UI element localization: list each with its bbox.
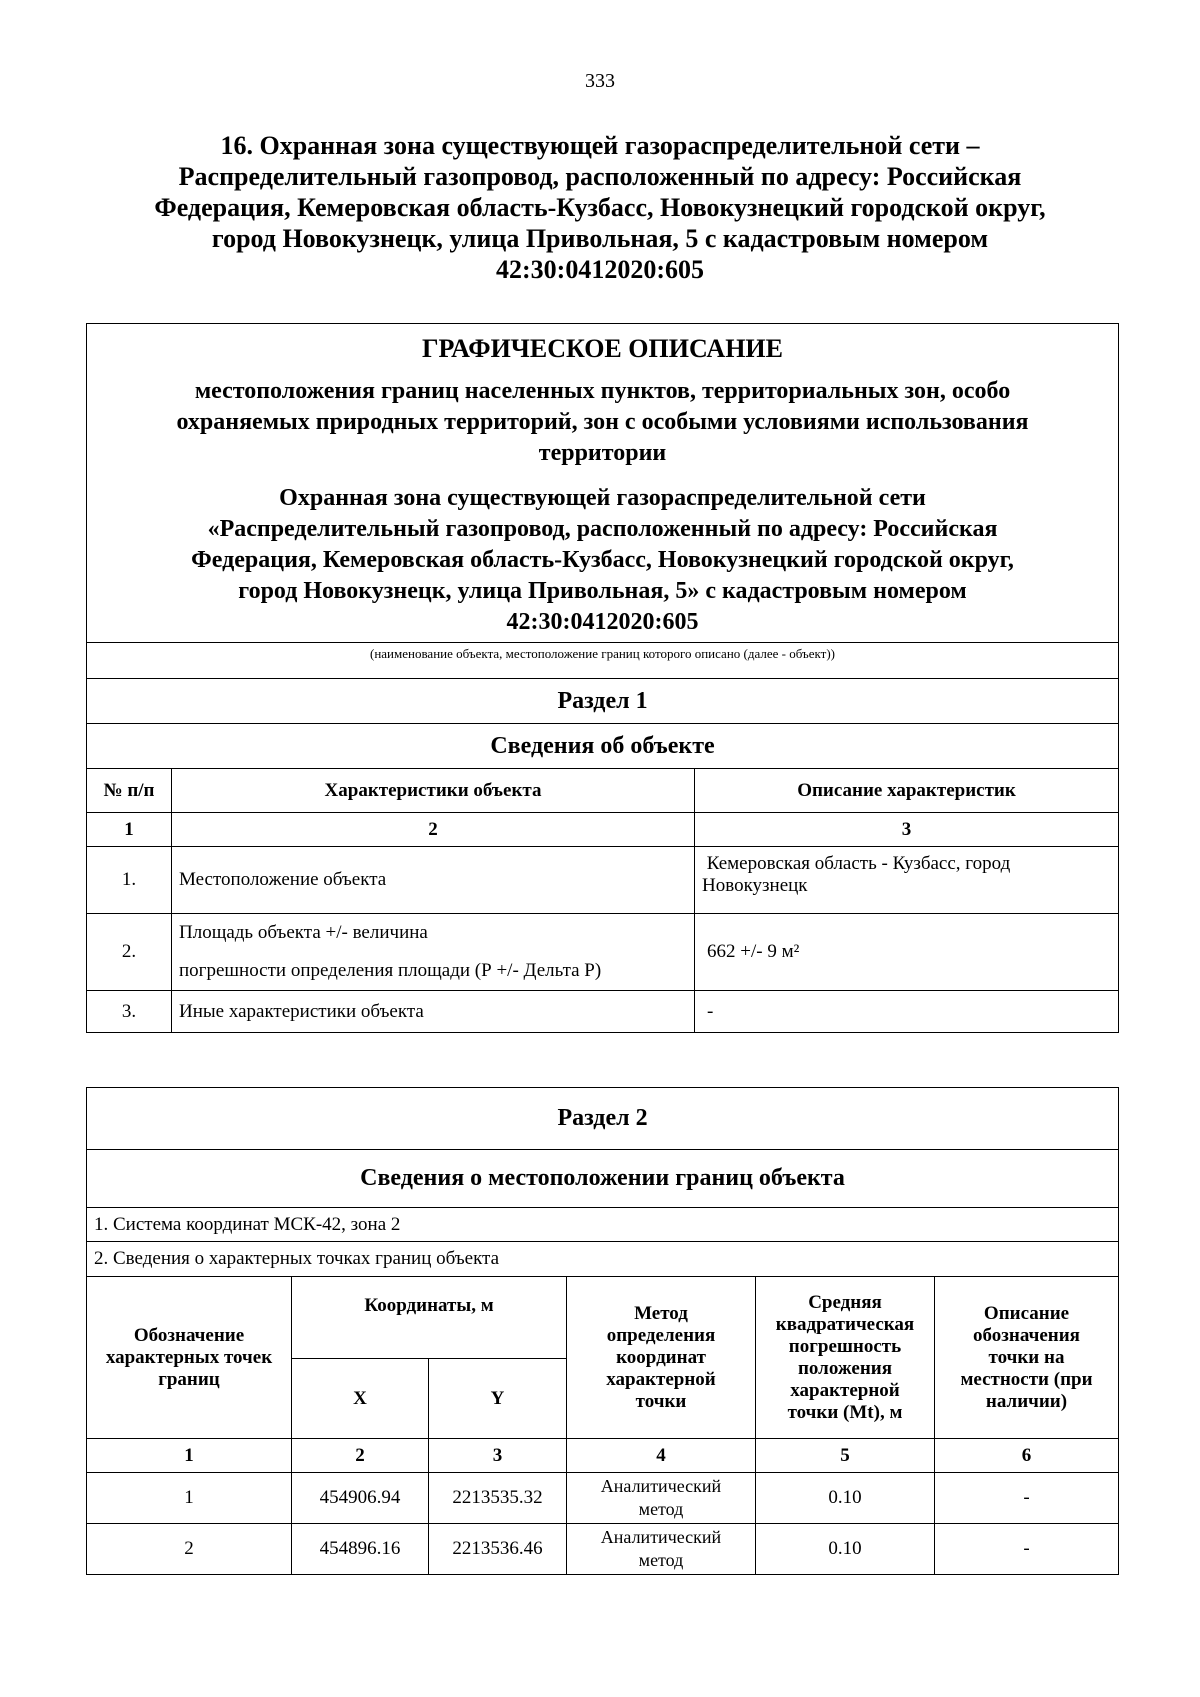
- point-method: [567, 1524, 756, 1575]
- header-line: характерной: [790, 1379, 900, 1401]
- subtitle-line: местоположения границ населенных пунктов, территориальных зон, особо: [194, 378, 1011, 404]
- row-number: 1.: [87, 847, 172, 914]
- object-line: Охранная зона существующей газораспределительной сети: [279, 485, 926, 511]
- col-number: 6: [935, 1439, 1119, 1473]
- header-line: точки (Mt), м: [787, 1401, 903, 1423]
- characteristic-line: Площадь объекта +/- величина: [179, 922, 428, 943]
- graphic-description-box: [87, 324, 1119, 643]
- col-header-y: Y: [429, 1359, 567, 1439]
- object-caption: (наименование объекта, местоположение границ которого описано (далее - объект)): [87, 643, 1119, 679]
- header-line: точки на: [988, 1346, 1065, 1368]
- header-line: Средняя: [808, 1291, 882, 1313]
- header-line: характерных точек: [105, 1346, 273, 1368]
- col-number: 4: [567, 1439, 756, 1473]
- header-line: Метод: [634, 1302, 688, 1324]
- point-number: 2: [87, 1524, 292, 1575]
- row-characteristic: Местоположение объекта: [172, 847, 695, 914]
- point-y: 2213535.32: [429, 1473, 567, 1524]
- header-line: погрешность: [788, 1335, 902, 1357]
- heading-line: 16. Охранная зона существующей газораспределительной сети –: [220, 131, 980, 160]
- subtitle-line: территории: [538, 440, 667, 466]
- object-line: «Распределительный газопровод, расположенный по адресу: Российская: [207, 516, 998, 542]
- method-line: Аналитический: [600, 1527, 722, 1547]
- header-line: обозначения: [973, 1324, 1080, 1346]
- row-characteristic: Иные характеристики объекта: [172, 991, 695, 1033]
- col-header-point: [87, 1277, 292, 1439]
- header-line: определения: [606, 1324, 716, 1346]
- subtitle-line: охраняемых природных территорий, зон с особыми условиями использования: [176, 409, 1029, 435]
- header-line: наличии): [985, 1390, 1068, 1412]
- page-number: 333: [585, 70, 615, 92]
- characteristic-line: погрешности определения площади (Р +/- Дельта Р): [179, 960, 602, 981]
- col-header-x: X: [292, 1359, 429, 1439]
- col-header-error: [756, 1277, 935, 1439]
- heading-line: Распределительный газопровод, расположенный по адресу: Российская: [178, 162, 1022, 191]
- col-number: 2: [292, 1439, 429, 1473]
- col-number: 3: [429, 1439, 567, 1473]
- col-number: 2: [172, 813, 695, 847]
- points-title: 2. Сведения о характерных точках границ объекта: [87, 1242, 1119, 1277]
- heading-line: 42:30:0412020:605: [496, 255, 704, 284]
- col-header-characteristics: Характеристики объекта: [172, 769, 695, 813]
- section2-title: Раздел 2: [87, 1088, 1119, 1150]
- table-row: [87, 847, 1119, 914]
- description-line: Новокузнецк: [702, 875, 808, 896]
- col-number: 3: [695, 813, 1119, 847]
- table-row: [87, 991, 1119, 1033]
- section1-table: [86, 323, 1119, 1033]
- coordinate-system: 1. Система координат МСК-42, зона 2: [87, 1208, 1119, 1242]
- header-line: границ: [158, 1368, 220, 1390]
- col-number: 1: [87, 1439, 292, 1473]
- table-row: [87, 1473, 1119, 1524]
- row-characteristic: [172, 914, 695, 991]
- object-line: Федерация, Кемеровская область-Кузбасс, Новокузнецкий городской округ,: [191, 547, 1014, 573]
- header-line: координат: [616, 1346, 706, 1368]
- point-y: 2213536.46: [429, 1524, 567, 1575]
- point-x: 454896.16: [292, 1524, 429, 1575]
- section2-table: [86, 1087, 1119, 1575]
- point-description: -: [935, 1524, 1119, 1575]
- header-line: Обозначение: [133, 1324, 245, 1346]
- header-line: характерной: [606, 1368, 716, 1390]
- heading-line: город Новокузнецк, улица Привольная, 5 с кадастровым номером: [211, 224, 989, 253]
- description-line: Кемеровская область - Кузбасс, город: [702, 853, 1011, 874]
- col-number: 1: [87, 813, 172, 847]
- section1-title: Раздел 1: [87, 679, 1119, 724]
- page-heading: [100, 130, 1100, 285]
- col-header-method: [567, 1277, 756, 1439]
- point-number: 1: [87, 1473, 292, 1524]
- point-error: 0.10: [756, 1473, 935, 1524]
- col-header-description: Описание характеристик: [695, 769, 1119, 813]
- point-method: [567, 1473, 756, 1524]
- heading-line: Федерация, Кемеровская область-Кузбасс, Новокузнецкий городской округ,: [154, 193, 1046, 222]
- object-line: город Новокузнецк, улица Привольная, 5» с кадастровым номером: [238, 578, 967, 604]
- graphic-description-title: ГРАФИЧЕСКОЕ ОПИСАНИЕ: [422, 334, 783, 363]
- row-number: 3.: [87, 991, 172, 1033]
- method-line: метод: [638, 1499, 684, 1519]
- row-number: 2.: [87, 914, 172, 991]
- section1-subtitle: Сведения об объекте: [87, 724, 1119, 769]
- header-line: точки: [635, 1390, 687, 1412]
- header-line: квадратическая: [775, 1313, 915, 1335]
- point-x: 454906.94: [292, 1473, 429, 1524]
- header-line: местности (при: [960, 1368, 1093, 1390]
- col-header-number: № п/п: [87, 769, 172, 813]
- table-row: [87, 914, 1119, 991]
- graphic-description-subtitle: [87, 364, 1118, 469]
- section2-subtitle: Сведения о местоположении границ объекта: [87, 1150, 1119, 1208]
- col-number: 5: [756, 1439, 935, 1473]
- point-error: 0.10: [756, 1524, 935, 1575]
- row-description: -: [695, 991, 1119, 1033]
- row-description: [695, 847, 1119, 914]
- table-row: [87, 1524, 1119, 1575]
- header-line: положения: [797, 1357, 893, 1379]
- col-header-coordinates: Координаты, м: [292, 1277, 567, 1359]
- header-line: Описание: [983, 1302, 1070, 1324]
- object-line: 42:30:0412020:605: [506, 609, 699, 635]
- method-line: метод: [638, 1550, 684, 1570]
- row-description: 662 +/- 9 м²: [695, 914, 1119, 991]
- col-header-point-description: [935, 1277, 1119, 1439]
- method-line: Аналитический: [600, 1476, 722, 1496]
- point-description: -: [935, 1473, 1119, 1524]
- object-name: [87, 469, 1118, 642]
